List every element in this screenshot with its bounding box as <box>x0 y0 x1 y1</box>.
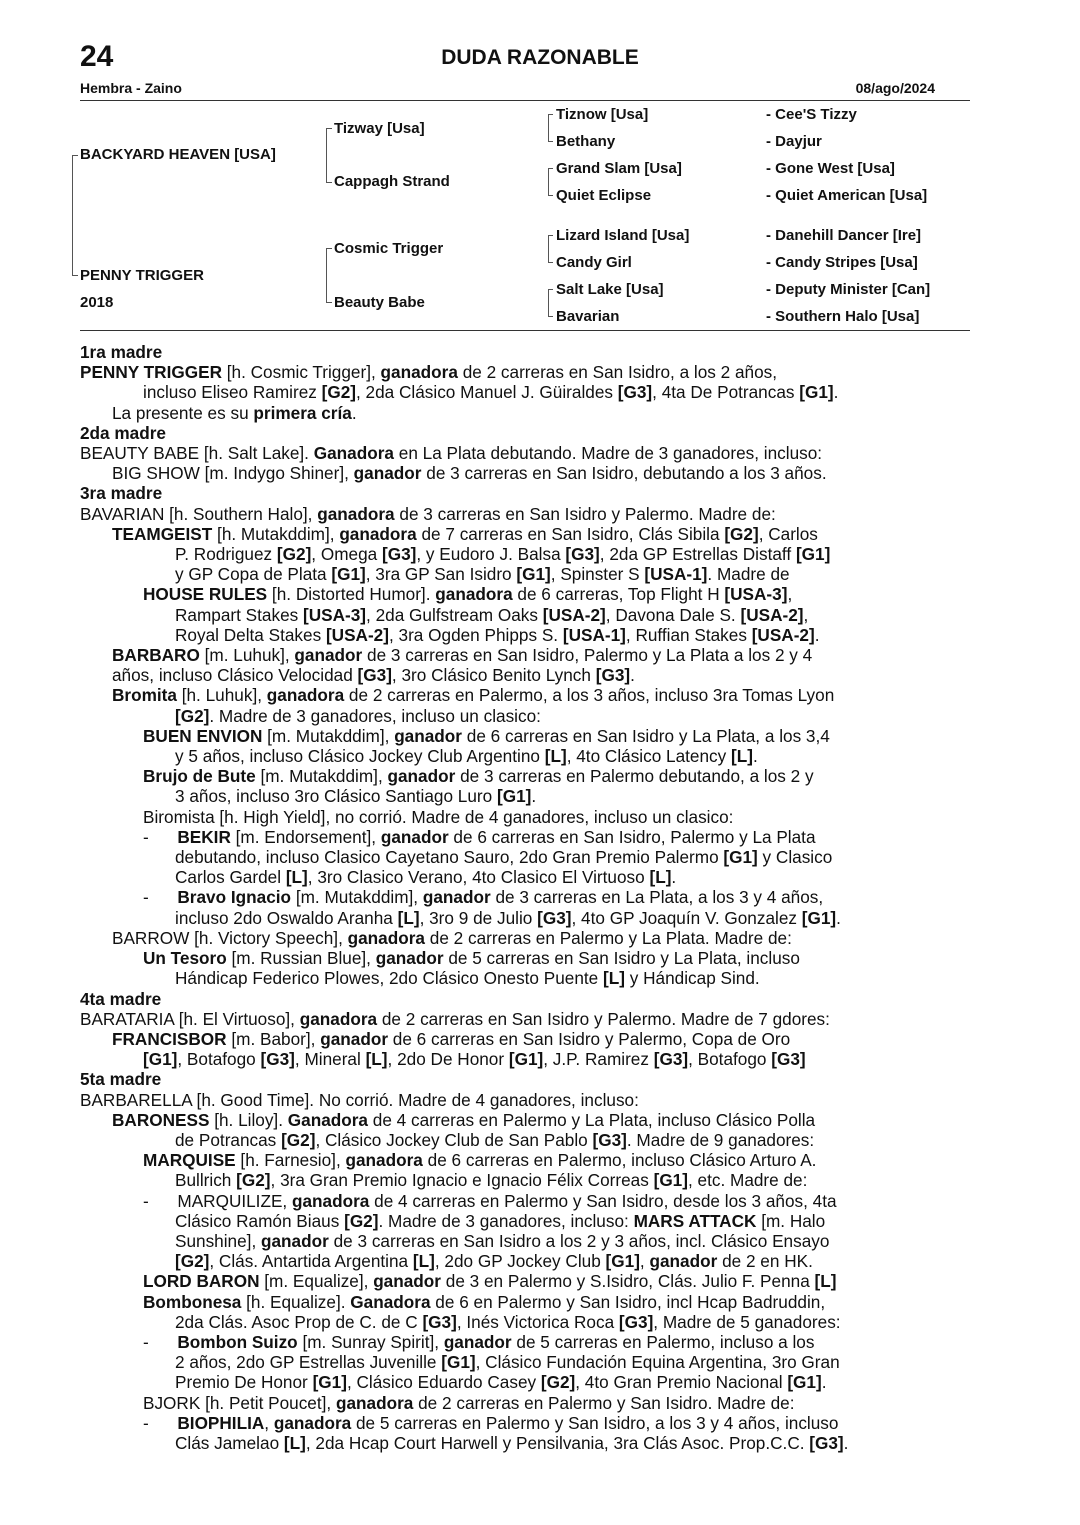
gen3-7: Salt Lake [Usa] <box>556 281 664 298</box>
sex-color: Hembra - Zaino <box>80 80 182 96</box>
note-line: Un Tesoro [m. Russian Blue], ganador de 5 carreras en San Isidro y La Plata, incluso <box>143 948 800 969</box>
note-line: debutando, incluso Clasico Cayetano Sauro, 2do Gran Premio Palermo [G1] y Clasico <box>175 847 833 868</box>
birth-year: 2018 <box>80 294 114 311</box>
gen3-8: Bavarian <box>556 308 620 325</box>
note-line: La presente es su primera cría. <box>112 402 357 423</box>
note-line: incluso 2do Oswaldo Aranha [L], 3ro 9 de Julio [G3], 4to GP Joaquín V. Gonzalez [G1]. <box>175 907 841 928</box>
section-heading: 5ta madre <box>80 1069 162 1090</box>
note-line: LORD BARON [m. Equalize], ganador de 3 en Palermo y S.Isidro, Clás. Julio F. Penna [L] <box>143 1271 837 1292</box>
gen3-1: Tiznow [Usa] <box>556 106 649 123</box>
note-line: 3 años, incluso 3ro Clásico Santiago Luro [G1]. <box>175 786 537 807</box>
note-line: - Bombon Suizo [m. Sunray Spirit], ganador de 5 carreras en Palermo, incluso a los <box>143 1331 815 1352</box>
note-line: BEAUTY BABE [h. Salt Lake]. Ganadora en La Plata debutando. Madre de 3 ganadores, incluso: <box>80 443 823 464</box>
note-line: Rampart Stakes [USA-3], 2da Gulfstream Oaks [USA-2], Davona Dale S. [USA-2], <box>175 604 809 625</box>
note-line: BARATARIA [h. El Virtuoso], ganadora de 2 carreras en San Isidro y Palermo. Madre de 7 gdores: <box>80 1008 830 1029</box>
note-line: MARQUISE [h. Farnesio], ganadora de 6 carreras en Palermo, incluso Clásico Arturo A. <box>143 1150 817 1171</box>
sire: BACKYARD HEAVEN [USA] <box>80 146 276 163</box>
note-line: Biromista [h. High Yield], no corrió. Madre de 4 ganadores, incluso un clasico: <box>143 806 734 827</box>
note-line: Hándicap Federico Plowes, 2do Clásico Onesto Puente [L] y Hándicap Sind. <box>175 968 760 989</box>
note-line: FRANCISBOR [m. Babor], ganador de 6 carreras en San Isidro y Palermo, Copa de Oro <box>112 1028 791 1049</box>
gen4-2: - Dayjur <box>766 133 822 150</box>
note-line: BUEN ENVION [m. Mutakddim], ganador de 6 carreras en San Isidro y La Plata, a los 3,4 <box>143 725 830 746</box>
note-line: [G2], Clás. Antartida Argentina [L], 2do GP Jockey Club [G1], ganador de 2 en HK. <box>175 1251 813 1272</box>
note-line: BIG SHOW [m. Indygo Shiner], ganador de 3 carreras en San Isidro, debutando a los 3 años. <box>112 463 827 484</box>
note-line: incluso Eliseo Ramirez [G2], 2da Clásico Manuel J. Güiraldes [G3], 4ta De Potrancas [G1]. <box>143 382 839 403</box>
note-line: TEAMGEIST [h. Mutakddim], ganadora de 7 carreras en San Isidro, Clás Sibila [G2], Carlos <box>112 523 818 544</box>
note-line: Clásico Ramón Biaus [G2]. Madre de 3 ganadores, incluso: MARS ATTACK [m. Halo <box>175 1210 826 1231</box>
section-heading: 4ta madre <box>80 988 162 1009</box>
section-heading: 2da madre <box>80 422 166 443</box>
sale-date: 08/ago/2024 <box>855 80 935 96</box>
note-line: Sunshine], ganador de 3 carreras en San Isidro a los 2 y 3 años, incl. Clásico Ensayo <box>175 1230 830 1251</box>
family-notes <box>80 342 970 1453</box>
note-line: BJORK [h. Petit Poucet], ganadora de 2 carreras en Palermo y San Isidro. Madre de: <box>143 1392 795 1413</box>
note-line: de Potrancas [G2], Clásico Jockey Club de San Pablo [G3]. Madre de 9 ganadores: <box>175 1129 815 1150</box>
gen4-1: - Cee'S Tizzy <box>766 106 857 123</box>
gen3-5: Lizard Island [Usa] <box>556 227 690 244</box>
lot-number: 24 <box>80 40 114 73</box>
note-line: Brujo de Bute [m. Mutakddim], ganador de 3 carreras en Palermo debutando, a los 2 y <box>143 766 814 787</box>
note-line: - MARQUILIZE, ganadora de 4 carreras en Palermo y San Isidro, desde los 3 años, 4ta <box>143 1190 837 1211</box>
note-line: y GP Copa de Plata [G1], 3ra GP San Isidro [G1], Spinster S [USA-1]. Madre de <box>175 564 790 585</box>
section-heading: 3ra madre <box>80 483 163 504</box>
note-line: - BEKIR [m. Endorsement], ganador de 6 carreras en San Isidro, Palermo y La Plata <box>143 826 816 847</box>
gen3-4: Quiet Eclipse <box>556 187 652 204</box>
gen4-5: - Danehill Dancer [Ire] <box>766 227 922 244</box>
section-heading: 1ra madre <box>80 342 163 362</box>
gen3-2: Bethany <box>556 133 616 150</box>
note-line: Clás Jamelao [L], 2da Hcap Court Harwell y Pensilvania, 3ra Clás Asoc. Prop.C.C. [G3]. <box>175 1432 849 1453</box>
note-line: Royal Delta Stakes [USA-2], 3ra Ogden Phipps S. [USA-1], Ruffian Stakes [USA-2]. <box>175 624 820 645</box>
note-line: BARONESS [h. Liloy]. Ganadora de 4 carreras en Palermo y La Plata, incluso Clásico Polla <box>112 1109 816 1130</box>
gen4-6: - Candy Stripes [Usa] <box>766 254 918 271</box>
note-line: Bullrich [G2], 3ra Gran Premio Ignacio e Ignacio Félix Correas [G1], etc. Madre de: <box>175 1170 808 1191</box>
note-line: - Bravo Ignacio [m. Mutakddim], ganador de 3 carreras en La Plata, a los 3 y 4 años, <box>143 887 824 908</box>
gen4-8: - Southern Halo [Usa] <box>766 308 920 325</box>
note-line: BARBARELLA [h. Good Time]. No corrió. Madre de 4 ganadores, incluso: <box>80 1089 639 1110</box>
dam-sire: Cosmic Trigger <box>334 240 444 257</box>
note-line: Carlos Gardel [L], 3ro Clasico Verano, 4to Clasico El Virtuoso [L]. <box>175 867 677 888</box>
gen4-7: - Deputy Minister [Can] <box>766 281 931 298</box>
note-line: años, incluso Clásico Velocidad [G3], 3ro Clásico Benito Lynch [G3]. <box>112 665 635 686</box>
gen4-4: - Quiet American [Usa] <box>766 187 928 204</box>
gen3-3: Grand Slam [Usa] <box>556 160 682 177</box>
note-line: BARROW [h. Victory Speech], ganadora de 2 carreras en Palermo y La Plata. Madre de: <box>112 927 792 948</box>
horse-name: DUDA RAZONABLE <box>441 46 639 69</box>
note-line: 2da Clás. Asoc Prop de C. de C [G3], Inés Victorica Roca [G3], Madre de 5 ganadores: <box>175 1311 841 1332</box>
note-line: HOUSE RULES [h. Distorted Humor]. ganadora de 6 carreras, Top Flight H [USA-3], <box>143 584 793 605</box>
note-line: P. Rodriguez [G2], Omega [G3], y Eudoro J. Balsa [G3], 2da GP Estrellas Distaff [G1] <box>175 544 831 565</box>
note-line: 2 años, 2do GP Estrellas Juvenille [G1], Clásico Fundación Equina Argentina, 3ro Gran <box>175 1352 840 1373</box>
note-line: - BIOPHILIA, ganadora de 5 carreras en Palermo y San Isidro, a los 3 y 4 años, incluso <box>143 1412 839 1433</box>
note-line: Premio De Honor [G1], Clásico Eduardo Casey [G2], 4to Gran Premio Nacional [G1]. <box>175 1372 827 1393</box>
note-line: Bromita [h. Luhuk], ganadora de 2 carreras en Palermo, a los 3 años, incluso 3ra Tomas Lyon <box>112 685 835 706</box>
note-line: [G1], Botafogo [G3], Mineral [L], 2do De Honor [G1], J.P. Ramirez [G3], Botafogo [G3] <box>143 1049 806 1070</box>
note-line: PENNY TRIGGER [h. Cosmic Trigger], ganadora de 2 carreras en San Isidro, a los 2 años, <box>80 362 778 383</box>
sire-dam: Cappagh Strand <box>334 173 450 190</box>
gen4-3: - Gone West [Usa] <box>766 160 895 177</box>
note-line: BARBARO [m. Luhuk], ganador de 3 carreras en San Isidro, Palermo y La Plata a los 2 y 4 <box>112 645 813 666</box>
note-line: y 5 años, incluso Clásico Jockey Club Argentino [L], 4to Clásico Latency [L]. <box>175 746 758 767</box>
pedigree-rule <box>80 330 970 331</box>
gen3-6: Candy Girl <box>556 254 632 271</box>
dam-dam: Beauty Babe <box>334 294 425 311</box>
header-rule <box>80 100 970 101</box>
note-line: Bombonesa [h. Equalize]. Ganadora de 6 en Palermo y San Isidro, incl Hcap Badruddin, <box>143 1291 826 1312</box>
sire-sire: Tizway [Usa] <box>334 120 425 137</box>
dam: PENNY TRIGGER <box>80 267 204 284</box>
note-line: [G2]. Madre de 3 ganadores, incluso un clasico: <box>175 705 541 726</box>
note-line: BAVARIAN [h. Southern Halo], ganadora de 3 carreras en San Isidro y Palermo. Madre de: <box>80 503 776 524</box>
